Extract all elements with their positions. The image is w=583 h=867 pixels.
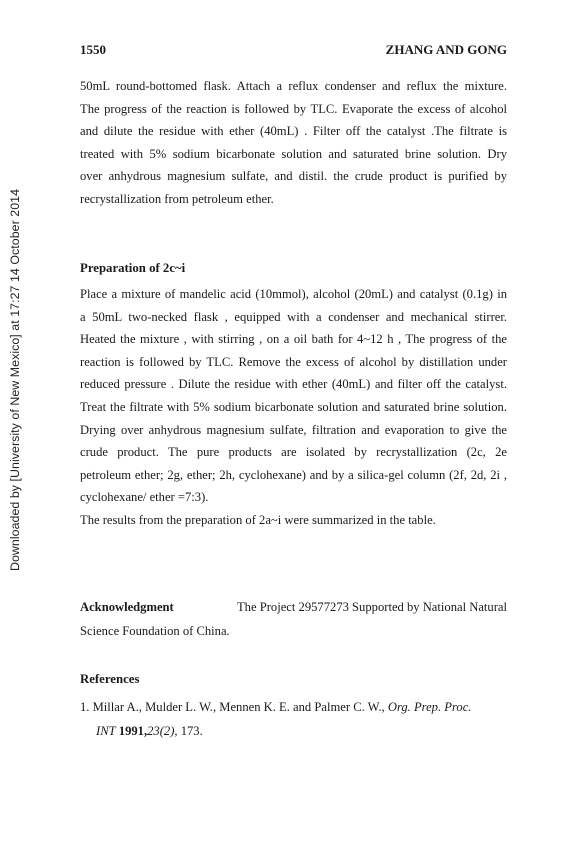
paragraph-continuation	[80, 75, 507, 211]
reference-item	[80, 695, 507, 743]
acknowledgment-label: Acknowledgment	[80, 600, 174, 614]
procedure-paragraph	[80, 283, 507, 532]
references-heading: References	[80, 672, 140, 686]
text-line: recrystallization from petroleum ether.	[80, 191, 274, 206]
text-line: reaction is followed by TLC. Remove the excess of alcohol by distillation under	[80, 354, 507, 369]
page-number: 1550	[80, 42, 106, 57]
text-line: crude product. The pure products are isolated by recrystallization (2c, 2e	[80, 445, 507, 460]
reference-journal-cont: INT	[96, 724, 116, 738]
download-notice	[6, 120, 24, 640]
acknowledgment	[80, 595, 507, 643]
reference-authors: Millar A., Mulder L. W., Mennen K. E. and Palmer C. W.,	[92, 700, 385, 714]
download-notice-text: Downloaded by [University of New Mexico] at 17:27 14 October 2014	[8, 188, 22, 572]
text-line: over anhydrous magnesium sulfate, and distil. the crude product is purified by	[80, 169, 507, 184]
section-heading: Preparation of 2c~i	[80, 261, 186, 275]
acknowledgment-text: The Project 29577273 Supported by National Natural	[236, 600, 507, 614]
reference-journal: Org. Prep. Proc.	[387, 700, 472, 714]
text-line: treated with 5% sodium bicarbonate solution and saturated brine solution. Dry	[80, 146, 507, 161]
text-line: 50mL round-bottomed flask. Attach a reflux condenser and reflux the mixture.	[80, 79, 507, 93]
reference-pages: 173.	[180, 724, 203, 738]
running-head: ZHANG AND GONG	[385, 42, 507, 57]
text-line: cyclohexane/ ether =7:3).	[80, 490, 209, 505]
text-line: and dilute the residue with ether (40mL) . Filter off the catalyst .The filtrate is	[80, 124, 507, 139]
acknowledgment-text-cont: Science Foundation of China.	[80, 624, 230, 638]
text-line: petroleum ether; 2g, ether; 2h, cyclohexane) and by a silica-gel column (2f, 2d, 2i ,	[80, 467, 507, 482]
text-line: Place a mixture of mandelic acid (10mmol), alcohol (20mL) and catalyst (0.1g) in	[80, 287, 507, 301]
text-line: a 50mL two-necked flask , equipped with a condenser and mechanical stirrer.	[80, 309, 507, 324]
text-line: The progress of the reaction is followed by TLC. Evaporate the excess of alcohol	[80, 101, 507, 116]
text-line: Treat the filtrate with 5% sodium bicarbonate solution and saturated brine solution.	[80, 399, 507, 414]
reference-year: 1991,	[118, 724, 148, 738]
text-line: Heated the mixture , with stirring , on a oil bath for 4~12 h , The progress of the	[80, 332, 507, 347]
text-line: Drying over anhydrous magnesium sulfate, filtration and evaporation to give the	[80, 422, 507, 437]
summary-line: The results from the preparation of 2a~i were summarized in the table.	[80, 512, 436, 527]
page-header	[80, 42, 507, 58]
reference-number: 1.	[80, 700, 90, 714]
reference-volume: 23(2),	[147, 724, 178, 738]
text-line: reduced pressure . Dilute the residue with ether (40mL) and filter off the catalyst.	[80, 377, 507, 392]
